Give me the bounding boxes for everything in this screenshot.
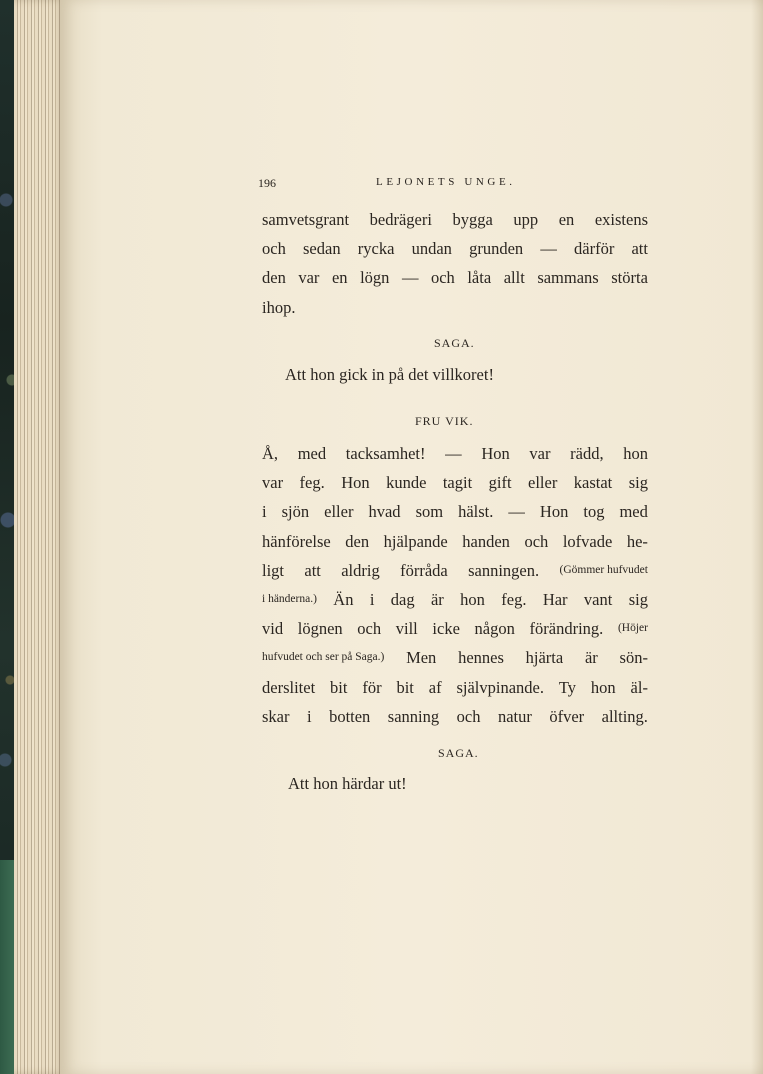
text-line xyxy=(262,643,648,672)
word: hon xyxy=(590,677,616,697)
text-line xyxy=(262,439,648,468)
word: förråda xyxy=(400,560,448,580)
page-number: 196 xyxy=(258,176,276,190)
word: tagit xyxy=(442,473,473,493)
word: (Höjer xyxy=(617,622,648,635)
running-title: LEJONETS UNGE. xyxy=(376,176,516,188)
word: handen xyxy=(462,531,510,551)
word: grunden xyxy=(469,239,524,259)
word: var xyxy=(298,268,320,288)
word: allt xyxy=(503,268,525,288)
word: sig xyxy=(628,473,648,493)
dialogue-saga-1: Att hon gick in på det villkoret! xyxy=(285,365,494,384)
word: och xyxy=(524,531,549,551)
word: hjärta xyxy=(525,648,564,668)
text-line xyxy=(262,527,648,556)
word: sjön xyxy=(281,502,310,522)
word: Har xyxy=(542,590,568,610)
word: självpinande. xyxy=(456,677,544,697)
text-line xyxy=(262,293,648,322)
word: allting. xyxy=(601,706,648,726)
word: att xyxy=(304,560,321,580)
text-line xyxy=(262,702,648,731)
word: och xyxy=(456,706,481,726)
word: hon xyxy=(460,590,485,610)
word: att xyxy=(631,239,648,259)
word: kastat xyxy=(573,473,613,493)
word: derslitet xyxy=(262,677,316,697)
word: af xyxy=(428,677,442,697)
word: rädd, xyxy=(570,444,604,463)
word: rycka xyxy=(357,239,395,259)
word: ligt xyxy=(262,560,285,580)
word: botten xyxy=(329,706,371,726)
word: som xyxy=(415,502,444,522)
word: gift xyxy=(488,473,512,493)
word: hvad xyxy=(368,502,401,522)
word: Hon xyxy=(341,473,370,493)
word: icke xyxy=(432,619,460,639)
word: är xyxy=(430,590,444,610)
word: för xyxy=(362,677,382,697)
word: existens xyxy=(594,210,648,229)
text-line xyxy=(262,263,648,292)
word: med xyxy=(619,502,648,522)
paragraph-1 xyxy=(262,205,648,322)
speaker-fru-vik: FRU VIK. xyxy=(415,414,474,428)
word: eller xyxy=(528,473,558,493)
word: (Gömmer hufvudet xyxy=(559,563,648,576)
word: sedan xyxy=(303,239,341,259)
word: undan xyxy=(411,239,452,259)
word: med xyxy=(297,444,327,463)
word: någon xyxy=(474,619,515,639)
word: förändring. xyxy=(529,619,604,639)
word: hufvudet och ser på Saga.) xyxy=(262,651,385,664)
word: skar xyxy=(262,706,290,726)
word: bit xyxy=(330,677,348,697)
word: sanning xyxy=(387,706,440,726)
book-page xyxy=(60,0,763,1074)
word: i xyxy=(306,706,312,726)
word: lögn xyxy=(360,268,390,288)
word: den xyxy=(345,531,370,551)
word: samvetsgrant xyxy=(262,210,350,229)
running-head xyxy=(258,176,528,192)
dialogue-saga-2: Att hon härdar ut! xyxy=(288,774,407,793)
speaker-saga-1: SAGA. xyxy=(434,336,475,350)
word: tacksamhet! xyxy=(345,444,426,463)
paragraph-2 xyxy=(262,439,648,731)
word: Men xyxy=(406,648,437,668)
word: och xyxy=(430,268,455,288)
word: öfver xyxy=(549,706,585,726)
word: hälst. xyxy=(458,502,494,522)
word: äl- xyxy=(630,677,648,697)
word: dag xyxy=(390,590,415,610)
text-line xyxy=(262,614,648,643)
text-line xyxy=(262,205,648,234)
word: ihop. xyxy=(262,297,296,317)
word: Än xyxy=(333,590,354,610)
word: lofvade xyxy=(562,531,613,551)
word: i xyxy=(369,590,375,610)
word: lögnen xyxy=(297,619,343,639)
word: därför xyxy=(574,239,615,259)
word: hon xyxy=(623,444,648,463)
text-line xyxy=(262,234,648,263)
word: eller xyxy=(324,502,354,522)
word: — xyxy=(540,239,557,259)
word: feg. xyxy=(299,473,325,493)
word: vant xyxy=(583,590,613,610)
text-line xyxy=(262,497,648,526)
speaker-saga-2: SAGA. xyxy=(438,746,479,760)
word: sön- xyxy=(619,648,648,668)
word: — xyxy=(508,502,525,522)
word: låta xyxy=(467,268,492,288)
word: en xyxy=(558,210,575,229)
word: och xyxy=(357,619,382,639)
word: är xyxy=(584,648,598,668)
word: — xyxy=(445,444,462,463)
word: kunde xyxy=(386,473,427,493)
text-line xyxy=(262,585,648,614)
page-shadow xyxy=(751,0,763,1074)
word: feg. xyxy=(501,590,527,610)
word: vid xyxy=(262,619,284,639)
word: en xyxy=(331,268,348,288)
text-line xyxy=(262,468,648,497)
word: upp xyxy=(513,210,539,229)
word: bedrägeri xyxy=(369,210,432,229)
word: var xyxy=(529,444,551,463)
word: bit xyxy=(396,677,414,697)
word: he- xyxy=(626,531,648,551)
word: den xyxy=(262,268,286,288)
word: och xyxy=(262,239,286,259)
word: i händerna.) xyxy=(262,593,317,606)
word: bygga xyxy=(452,210,493,229)
word: störta xyxy=(611,268,648,288)
word: Hon xyxy=(539,502,569,522)
word: sig xyxy=(628,590,648,610)
word: sammans xyxy=(537,268,599,288)
page-edges xyxy=(14,0,66,1074)
word: var xyxy=(262,473,284,493)
text-line xyxy=(262,673,648,702)
text-line xyxy=(262,556,648,585)
word: aldrig xyxy=(341,560,380,580)
word: vill xyxy=(395,619,418,639)
word: Hon xyxy=(481,444,510,463)
word: — xyxy=(401,268,419,288)
word: Ty xyxy=(558,677,577,697)
word: hänförelse xyxy=(262,531,331,551)
word: natur xyxy=(497,706,532,726)
word: tog xyxy=(583,502,605,522)
word: sanningen. xyxy=(468,560,540,580)
word: hennes xyxy=(458,648,504,668)
word: hjälpande xyxy=(383,531,448,551)
word: Å, xyxy=(262,444,279,463)
word: i xyxy=(262,502,267,522)
